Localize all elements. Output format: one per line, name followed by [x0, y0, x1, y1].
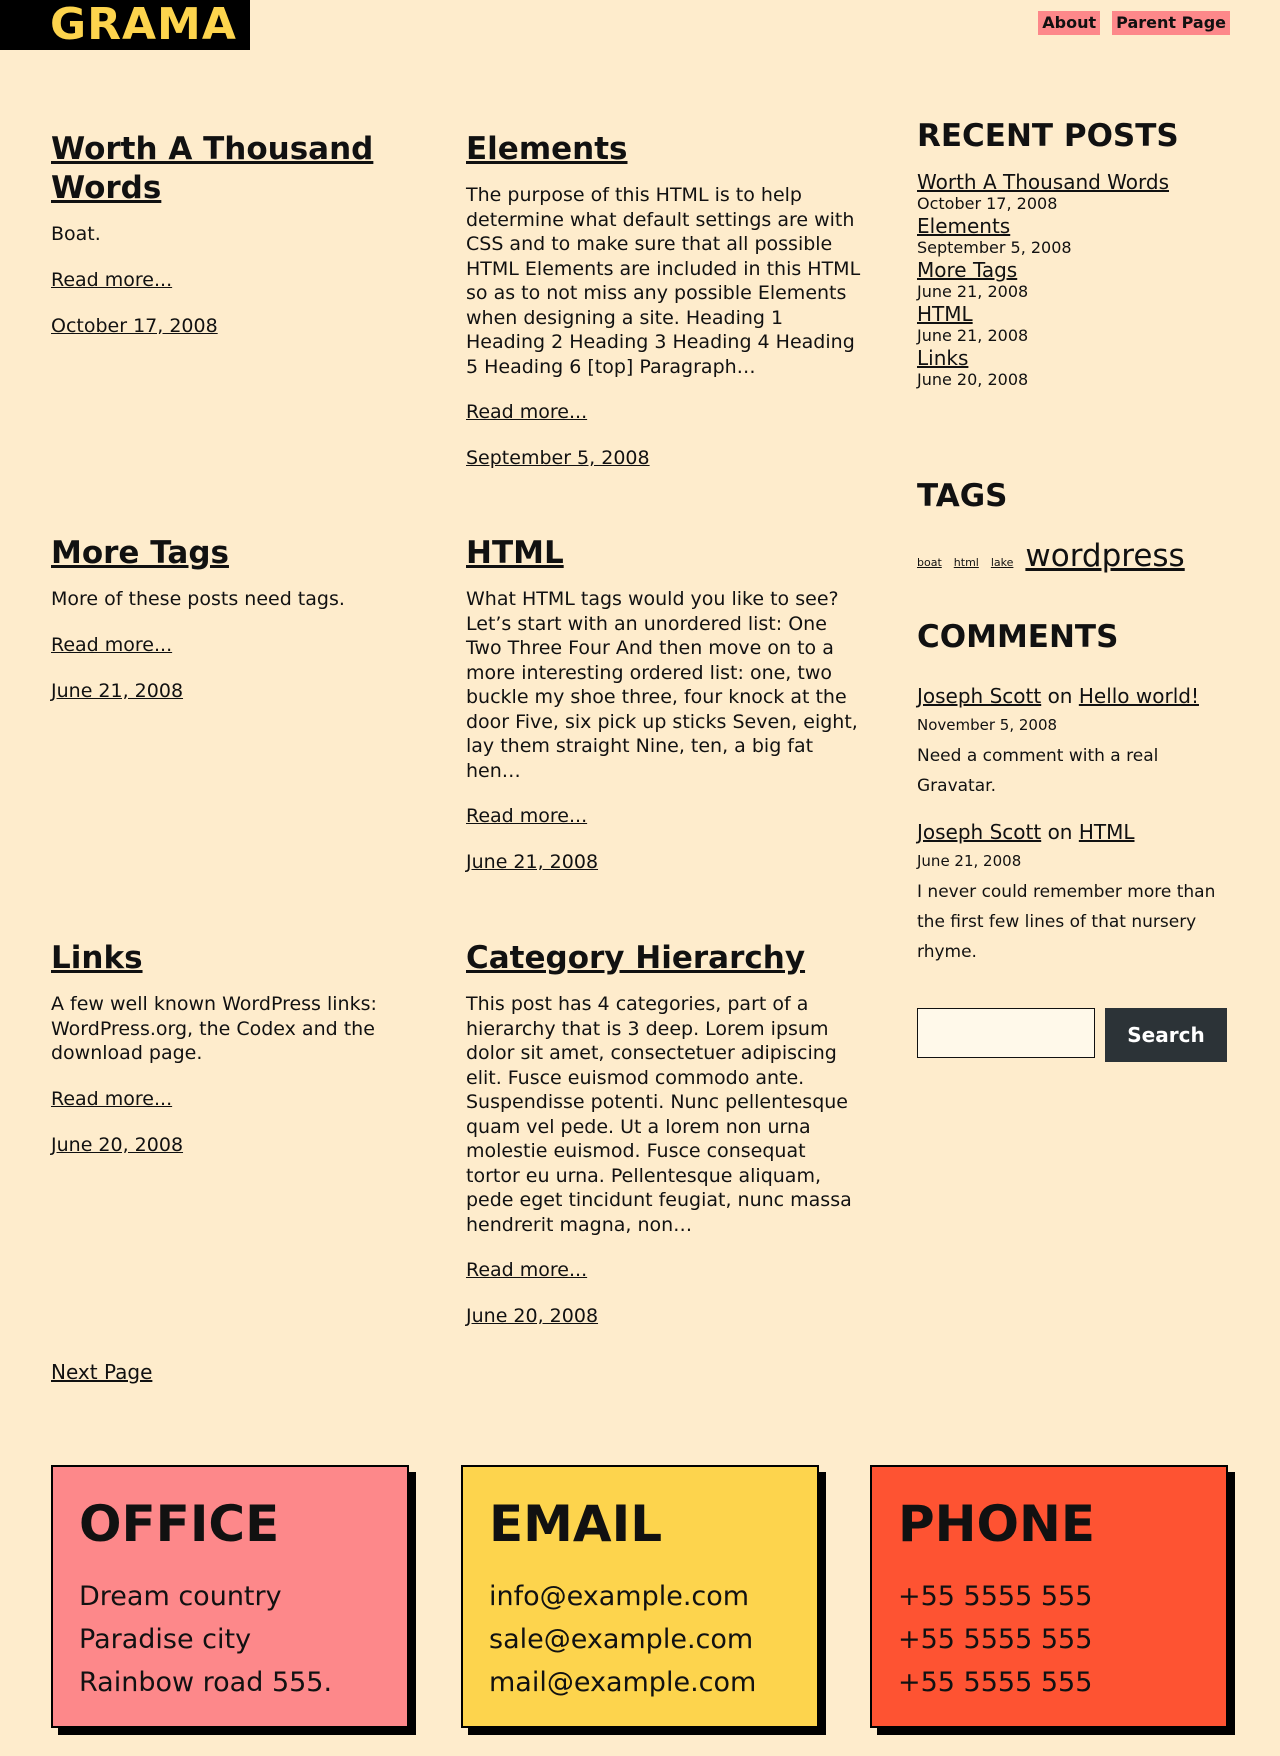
recent-posts-heading: RECENT POSTS — [917, 118, 1179, 154]
read-more-link[interactable]: Read more... — [466, 1259, 588, 1281]
main-nav — [1038, 11, 1230, 35]
tag-cloud — [917, 538, 1229, 574]
card-line: +55 5555 555 — [898, 1624, 1093, 1655]
comment-text: I never could remember more than the first few lines of that nursery rhyme. — [917, 882, 1216, 962]
search-form — [917, 1008, 1227, 1062]
post-title-link[interactable]: More Tags — [51, 535, 229, 571]
email-card — [461, 1465, 819, 1728]
post-card — [466, 939, 861, 1327]
comment-on-text: on — [1047, 820, 1073, 844]
tag-link[interactable]: boat — [917, 556, 942, 569]
post-card — [51, 130, 411, 337]
post-title — [51, 534, 411, 573]
comment-date: November 5, 2008 — [917, 716, 1058, 734]
read-more-link[interactable]: Read more... — [51, 268, 173, 291]
post-date-link[interactable]: October 17, 2008 — [51, 314, 218, 337]
comment-text: Need a comment with a real Gravatar. — [917, 746, 1159, 796]
post-excerpt: More of these posts need tags. — [51, 588, 345, 610]
card-line: info@example.com — [489, 1581, 750, 1612]
tags-heading: TAGS — [917, 478, 1008, 514]
post-title-link[interactable]: Category Hierarchy — [466, 940, 806, 976]
recent-post-date: October 17, 2008 — [917, 194, 1058, 213]
card-title: EMAIL — [489, 1495, 663, 1553]
comment-author-link[interactable]: Joseph Scott — [917, 684, 1042, 708]
post-title — [466, 534, 861, 573]
comment-item — [917, 819, 1229, 967]
card-line: +55 5555 555 — [898, 1667, 1093, 1698]
recent-post-link[interactable]: More Tags — [917, 258, 1018, 282]
recent-post-link[interactable]: HTML — [917, 302, 973, 326]
post-title-link[interactable]: Worth A Thousand Words — [51, 131, 374, 206]
search-input[interactable] — [917, 1008, 1095, 1058]
read-more-link[interactable]: Read more... — [51, 633, 173, 656]
read-more-link[interactable]: Read more... — [51, 1087, 173, 1110]
post-excerpt: This post has 4 categories, part of a hierarchy that is 3 deep. Lorem ipsum dolor sit amet, consectetuer adipiscing elit. Fusce euismod commodo ante. Suspendisse potenti. Nunc pellentesque quam vel pede. Ut a lorem non urna molestie euismod. Fusce consequat tortor eu urna. Pellentesque aliquam, pede eget tincidunt feugiat, nunc massa hendrerit magna, non… — [466, 993, 852, 1236]
read-more-link[interactable]: Read more... — [466, 401, 588, 423]
comment-item — [917, 683, 1229, 801]
post-excerpt: A few well known WordPress links: WordPress.org, the Codex and the download page. — [51, 993, 377, 1064]
post-title — [466, 939, 861, 978]
post-title — [466, 130, 861, 169]
card-title: OFFICE — [79, 1495, 280, 1553]
card-line: Paradise city — [79, 1624, 252, 1655]
post-card — [466, 130, 861, 469]
comment-author-link[interactable]: Joseph Scott — [917, 820, 1042, 844]
tags-widget — [917, 476, 1229, 574]
next-page-link[interactable]: Next Page — [51, 1360, 153, 1384]
post-title — [51, 130, 411, 208]
recent-post-date: September 5, 2008 — [917, 238, 1072, 257]
recent-posts-widget — [917, 116, 1229, 390]
post-card — [51, 939, 401, 1156]
tag-link[interactable]: wordpress — [1025, 538, 1185, 574]
post-excerpt: What HTML tags would you like to see? Let’s start with an unordered list: One Two Three Four And then move on to a more interesting ordered list: one, two buckle my shoe three, four knock at the door Five, six pick up sticks Seven, eight, lay them straight Nine, ten, a big fat hen… — [466, 588, 858, 782]
card-line: Dream country — [79, 1581, 282, 1612]
search-button[interactable]: Search — [1105, 1008, 1227, 1062]
tag-link[interactable]: html — [953, 556, 979, 569]
post-date-link[interactable]: June 21, 2008 — [466, 851, 599, 873]
post-excerpt: The purpose of this HTML is to help determine what default settings are with CSS and to make sure that all possible HTML Elements are included in this HTML so as to not miss any possible Elements when designing a site. Heading 1 Heading 2 Heading 3 Heading 4 Heading 5 Heading 6 [top] Paragraph… — [466, 184, 861, 378]
post-date-link[interactable]: June 20, 2008 — [466, 1305, 599, 1327]
recent-post-date: June 21, 2008 — [917, 282, 1029, 301]
card-line: sale@example.com — [489, 1624, 754, 1655]
card-title: PHONE — [898, 1495, 1095, 1553]
nav-about[interactable]: About — [1038, 11, 1100, 35]
comments-heading: COMMENTS — [917, 619, 1119, 655]
recent-post-link[interactable]: Worth A Thousand Words — [917, 170, 1170, 194]
nav-parent-page[interactable]: Parent Page — [1112, 11, 1230, 35]
card-line: Rainbow road 555. — [79, 1667, 333, 1698]
comment-post-link[interactable]: HTML — [1078, 820, 1135, 844]
post-card — [51, 534, 411, 702]
post-title-link[interactable]: HTML — [466, 535, 564, 571]
recent-post-link[interactable]: Elements — [917, 214, 1011, 238]
read-more-link[interactable]: Read more... — [466, 805, 588, 827]
comment-date: June 21, 2008 — [917, 852, 1022, 870]
tag-link[interactable]: lake — [990, 556, 1014, 569]
comment-post-link[interactable]: Hello world! — [1078, 684, 1199, 708]
recent-post-date: June 20, 2008 — [917, 370, 1029, 389]
comments-widget — [917, 617, 1229, 967]
card-line: mail@example.com — [489, 1667, 757, 1698]
post-date-link[interactable]: June 20, 2008 — [51, 1133, 184, 1156]
comment-on-text: on — [1047, 684, 1073, 708]
card-line: +55 5555 555 — [898, 1581, 1093, 1612]
post-date-link[interactable]: September 5, 2008 — [466, 447, 650, 469]
post-title-link[interactable]: Elements — [466, 131, 628, 167]
post-card — [466, 534, 861, 873]
post-excerpt: Boat. — [51, 223, 101, 245]
post-title-link[interactable]: Links — [51, 940, 143, 976]
phone-card — [870, 1465, 1228, 1728]
post-date-link[interactable]: June 21, 2008 — [51, 679, 184, 702]
post-title — [51, 939, 401, 978]
recent-post-date: June 21, 2008 — [917, 326, 1029, 345]
site-logo[interactable]: GRAMA — [0, 0, 250, 50]
recent-post-link[interactable]: Links — [917, 346, 969, 370]
office-card — [51, 1465, 409, 1728]
